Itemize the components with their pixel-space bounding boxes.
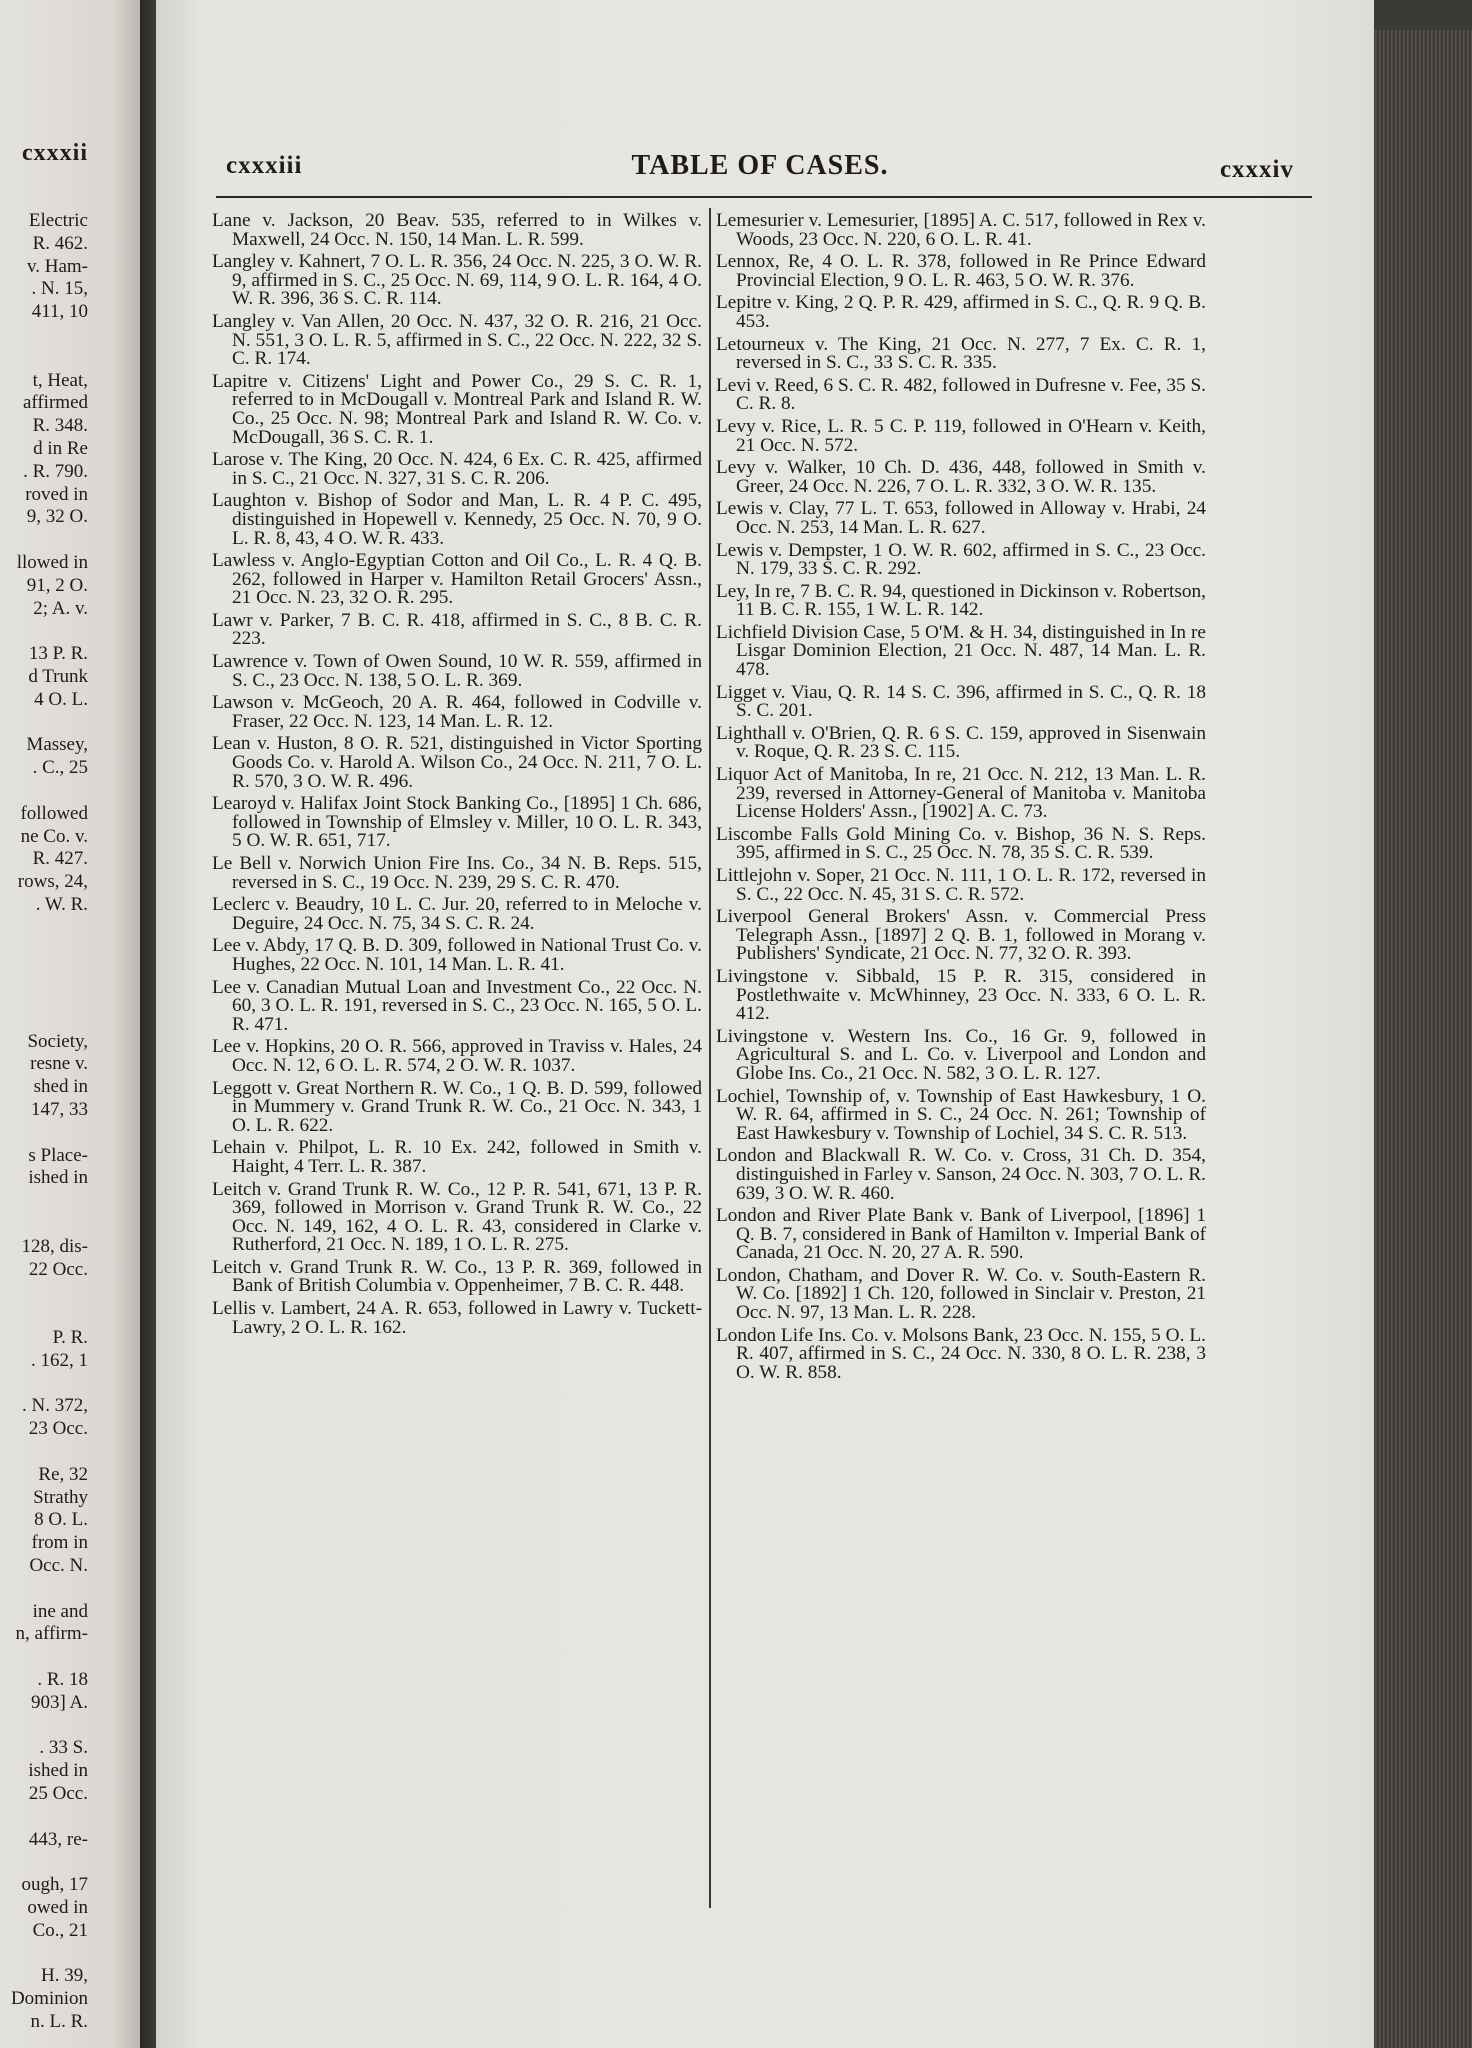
previous-page-line: Massey, — [26, 734, 88, 756]
previous-page-line — [0, 985, 88, 1008]
previous-page-line — [0, 1578, 88, 1601]
left-column — [212, 212, 702, 1341]
case-entry: Lane v. Jackson, 20 Beav. 535, referred to in Wilkes v. Maxwell, 24 Occ. N. 150, 14 Man. L. R. 599. — [212, 210, 702, 250]
previous-page-line: roved in — [25, 483, 88, 505]
previous-page-line — [0, 1122, 88, 1145]
previous-page-line: . N. 15, — [31, 278, 88, 300]
previous-page-line: P. R. — [52, 1327, 88, 1349]
previous-page-folio: cxxxii — [22, 140, 88, 166]
previous-page-line: Strathy — [33, 1486, 88, 1508]
previous-page-line: Occ. N. — [29, 1555, 88, 1577]
case-entry: Lennox, Re, 4 O. L. R. 378, followed in Re Prince Edward Provincial Election, 9 O. L. R. 463, 5 O. W. R. 376. — [716, 251, 1206, 291]
previous-page-line: 411, 10 — [31, 301, 88, 323]
previous-page-line: ished in — [28, 1760, 88, 1782]
page-title: TABLE OF CASES. — [631, 150, 889, 181]
previous-page-line: Re, 32 — [38, 1463, 88, 1485]
previous-page-line: t, Heat, — [32, 369, 88, 391]
case-entry: Lellis v. Lambert, 24 A. R. 653, followed in Lawry v. Tuckett-Lawry, 2 O. L. R. 162. — [212, 1298, 702, 1338]
right-column — [716, 212, 1206, 1386]
case-entry: Levy v. Walker, 10 Ch. D. 436, 448, followed in Smith v. Greer, 24 Occ. N. 226, 7 O. L. R. 332, 3 O. W. R. 135. — [716, 457, 1206, 497]
case-entry: London Life Ins. Co. v. Molsons Bank, 23 Occ. N. 155, 5 O. L. R. 407, affirmed in S. C., 24 Occ. N. 330, 8 O. L. R. 238, 3 O. W. R. 858. — [716, 1324, 1206, 1383]
previous-page-line: s Place- — [28, 1144, 88, 1166]
case-entry: Leitch v. Grand Trunk R. W. Co., 13 P. R. 369, followed in Bank of British Columbia v. Oppenheimer, 7 B. C. R. 448. — [212, 1256, 702, 1297]
header-rule — [216, 196, 1312, 198]
previous-page-line: 9, 32 O. — [26, 506, 88, 528]
previous-page-line — [0, 962, 88, 985]
previous-page-line — [0, 1943, 88, 1966]
case-entry: Lawless v. Anglo-Egyptian Cotton and Oil Co., L. R. 4 Q. B. 262, followed in Harper v. Hamilton Retail Grocers' Assn., 21 Occ. N. 23, 32 O. R. 295. — [212, 550, 702, 609]
case-entry: London and Blackwall R. W. Co. v. Cross, 31 Ch. D. 354, distinguished in Farley v. Sanson, 24 Occ. N. 303, 7 O. L. R. 639, 3 O. W. R. 460. — [716, 1145, 1206, 1204]
case-entry: Livingstone v. Sibbald, 15 P. R. 315, considered in Postlethwaite v. McWhinney, 23 Occ. N. 333, 6 O. L. R. 412. — [716, 965, 1206, 1025]
case-entry: Levi v. Reed, 6 S. C. R. 482, followed in Dufresne v. Fee, 35 S. C. R. 8. — [716, 374, 1206, 415]
case-entry: Lochiel, Township of, v. Township of East Hawkesbury, 1 O. W. R. 64, affirmed in S. C., 24 Occ. N. 261; Township of East Hawkesbury v. Township of Lochiel, 34 S. C. R. 513. — [716, 1085, 1206, 1144]
left-folio: cxxxiii — [226, 152, 303, 179]
previous-page-line: H. 39, — [41, 1965, 88, 1987]
previous-page-text — [0, 210, 88, 2034]
previous-page-line: ough, 17 — [21, 1874, 88, 1896]
case-entry: Lichfield Division Case, 5 O'M. & H. 34, distinguished in In re Lisgar Dominion Election, 21 Occ. N. 487, 14 Man. L. R. 478. — [716, 621, 1206, 681]
case-entry: Le Bell v. Norwich Union Fire Ins. Co., 34 N. B. Reps. 515, reversed in S. C., 19 Occ. N. 239, 29 S. C. R. 470. — [212, 853, 702, 893]
previous-page-line: d Trunk — [28, 665, 88, 687]
previous-page-line — [0, 780, 88, 803]
previous-page-line: . R. 18 — [37, 1669, 88, 1690]
case-entry: Lee v. Canadian Mutual Loan and Investment Co., 22 Occ. N. 60, 3 O. L. R. 191, reversed in S. C., 23 Occ. N. 165, 5 O. L. R. 471. — [212, 976, 702, 1035]
case-entry: Lee v. Abdy, 17 Q. B. D. 309, followed in National Trust Co. v. Hughes, 22 Occ. N. 101, 14 Man. L. R. 41. — [212, 935, 702, 975]
previous-page-line: ine and — [32, 1600, 88, 1622]
previous-page-line: 23 Occ. — [28, 1418, 88, 1440]
previous-page-line — [0, 1281, 88, 1304]
page-stack-edge — [1374, 30, 1472, 2048]
previous-page-line: 147, 33 — [31, 1099, 88, 1121]
previous-page-line: . C., 25 — [32, 757, 88, 779]
case-entry: Lapitre v. Citizens' Light and Power Co., 29 S. C. R. 1, referred to in McDougall v. Montreal Park and Island R. W. Co., 25 Occ. N. 98; Montreal Park and Island R. W. Co. v. McDougall, 36 S. C. R. 1. — [212, 370, 702, 448]
previous-page-line: n. L. R. — [30, 2010, 88, 2032]
previous-page-line: ished in — [28, 1167, 88, 1189]
case-entry: Lewis v. Dempster, 1 O. W. R. 602, affirmed in S. C., 23 Occ. N. 179, 33 S. C. R. 292. — [716, 539, 1206, 580]
previous-page-line: shed in — [33, 1076, 88, 1098]
previous-page-line: 903] A. — [31, 1691, 88, 1713]
previous-page-line — [0, 1851, 88, 1874]
previous-page-line — [0, 1190, 88, 1213]
right-folio: cxxxiv — [1219, 156, 1294, 183]
previous-page-line: ne Co. v. — [20, 825, 88, 847]
previous-page-line — [0, 1646, 88, 1669]
page — [156, 0, 1374, 2048]
case-entry: Learoyd v. Halifax Joint Stock Banking Co., [1895] 1 Ch. 686, followed in Township of Elmsley v. Miller, 10 O. L. R. 343, 5 O. W. R. 651, 717. — [212, 793, 702, 852]
case-entry: Langley v. Kahnert, 7 O. L. R. 356, 24 Occ. N. 225, 3 O. W. R. 9, affirmed in S. C., 25 Occ. N. 69, 114, 9 O. L. R. 164, 4 O. W. R. 396, 36 S. C. R. 114. — [212, 251, 702, 310]
case-entry: Leitch v. Grand Trunk R. W. Co., 12 P. R. 541, 671, 13 P. R. 369, followed in Morrison v. Grand Trunk R. W. Co., 22 Occ. N. 149, 162, 4 O. L. R. 43, considered in Clarke v. Rutherford, 21 Occ. N. 189, 1 O. L. R. 275. — [212, 1178, 702, 1256]
previous-page-line: . 162, 1 — [31, 1349, 88, 1371]
case-entry: Lehain v. Philpot, L. R. 10 Ex. 242, followed in Smith v. Haight, 4 Terr. L. R. 387. — [212, 1137, 702, 1177]
previous-page-line — [0, 1373, 88, 1396]
case-entry: Laughton v. Bishop of Sodor and Man, L. R. 4 P. C. 495, distinguished in Hopewell v. Kennedy, 25 Occ. N. 70, 9 O. L. R. 8, 43, 4 O. W. R. 433. — [212, 490, 702, 549]
previous-page-line: llowed in — [16, 551, 88, 573]
case-entry: Liquor Act of Manitoba, In re, 21 Occ. N. 212, 13 Man. L. R. 239, reversed in Attorney-General of Manitoba v. Manitoba License Holders' Assn., [1902] A. C. 73. — [716, 764, 1206, 823]
previous-page-line — [0, 712, 88, 735]
previous-page-line: R. 427. — [32, 848, 88, 870]
previous-page-line: Co., 21 — [32, 1919, 88, 1941]
previous-page-line: R. 462. — [32, 232, 88, 254]
case-entry: Larose v. The King, 20 Occ. N. 424, 6 Ex. C. R. 425, affirmed in S. C., 21 Occ. N. 327, 31 S. C. R. 206. — [212, 449, 702, 489]
case-entry: Ligget v. Viau, Q. R. 14 S. C. 396, affirmed in S. C., Q. R. 18 S. C. 201. — [716, 681, 1206, 722]
running-header — [226, 152, 1294, 192]
previous-page-line — [0, 620, 88, 643]
previous-page-line: Electric — [28, 210, 88, 231]
previous-page-line — [0, 1304, 88, 1327]
previous-page-line: followed — [20, 802, 88, 824]
previous-page-line: 22 Occ. — [28, 1258, 88, 1280]
previous-page-line: 443, re- — [28, 1828, 88, 1850]
case-entry: Lawrence v. Town of Owen Sound, 10 W. R. 559, affirmed in S. C., 23 Occ. N. 138, 5 O. L. R. 369. — [212, 651, 702, 691]
previous-page-line: resne v. — [30, 1053, 88, 1075]
case-entry: Lewis v. Clay, 77 L. T. 653, followed in Alloway v. Hrabi, 24 Occ. N. 253, 14 Man. L. R. 627. — [716, 498, 1206, 538]
case-entry: Livingstone v. Western Ins. Co., 16 Gr. 9, followed in Agricultural S. and L. Co. v. Liverpool and London and Globe Ins. Co., 21 Occ. N. 582, 3 O. L. R. 127. — [716, 1025, 1206, 1084]
case-entry: Lemesurier v. Lemesurier, [1895] A. C. 517, followed in Rex v. Woods, 23 Occ. N. 220, 6 O. L. R. 41. — [716, 210, 1206, 250]
book-gutter — [140, 0, 156, 2048]
previous-page-line: 4 O. L. — [34, 688, 88, 710]
case-entry: Leggott v. Great Northern R. W. Co., 1 Q. B. D. 599, followed in Mummery v. Grand Trunk R. W. Co., 21 Occ. N. 343, 1 O. L. R. 622. — [212, 1077, 702, 1136]
previous-page-strip — [0, 0, 140, 2048]
case-entry: Lee v. Hopkins, 20 O. R. 566, approved in Traviss v. Hales, 24 Occ. N. 12, 6 O. L. R. 574, 2 O. W. R. 1037. — [212, 1036, 702, 1076]
previous-page-line — [0, 1806, 88, 1829]
previous-page-line: from in — [31, 1532, 88, 1554]
previous-page-line — [0, 1441, 88, 1464]
previous-page-line: v. Ham- — [26, 255, 88, 277]
previous-page-line: Dominion — [10, 1988, 88, 2010]
case-entry: Letourneux v. The King, 21 Occ. N. 277, 7 Ex. C. R. 1, reversed in S. C., 33 S. C. R. 335. — [716, 333, 1206, 374]
case-entry: London, Chatham, and Dover R. W. Co. v. South-Eastern R. W. Co. [1892] 1 Ch. 120, followed in Sinclair v. Preston, 21 Occ. N. 97, 13 Man. L. R. 228. — [716, 1264, 1206, 1324]
previous-page-line: . R. 790. — [23, 460, 88, 482]
previous-page-line — [0, 324, 88, 347]
previous-page-line: affirmed — [22, 392, 88, 414]
previous-page-line — [0, 940, 88, 963]
previous-page-line: 8 O. L. — [34, 1509, 88, 1531]
page-edge-top — [1374, 0, 1472, 30]
case-entry: Lepitre v. King, 2 Q. P. R. 429, affirmed in S. C., Q. R. 9 Q. B. 453. — [716, 292, 1206, 332]
case-entry: Littlejohn v. Soper, 21 Occ. N. 111, 1 O. L. R. 172, reversed in S. C., 22 Occ. N. 45, 31 S. C. R. 572. — [716, 865, 1206, 905]
previous-page-line: owed in — [27, 1896, 88, 1918]
case-entry: Liscombe Falls Gold Mining Co. v. Bishop, 36 N. S. Reps. 395, affirmed in S. C., 25 Occ. N. 78, 35 S. C. R. 539. — [716, 823, 1206, 864]
previous-page-line: . W. R. — [35, 893, 88, 915]
previous-page-line: . 33 S. — [39, 1737, 88, 1759]
previous-page-line — [0, 1213, 88, 1236]
previous-page-line — [0, 347, 88, 370]
previous-page-line: d in Re — [33, 437, 88, 459]
previous-page-line: n, affirm- — [15, 1623, 88, 1645]
case-entry: Lawr v. Parker, 7 B. C. R. 418, affirmed in S. C., 8 B. C. R. 223. — [212, 609, 702, 650]
previous-page-line — [0, 529, 88, 552]
previous-page-line: R. 348. — [32, 415, 88, 437]
case-entry: Lighthall v. O'Brien, Q. R. 6 S. C. 159, approved in Sisenwain v. Roque, Q. R. 23 S. C. 115. — [716, 722, 1206, 763]
previous-page-line — [0, 917, 88, 940]
previous-page-line: 13 P. R. — [28, 643, 88, 665]
previous-page-line — [0, 1008, 88, 1031]
previous-page-line: rows, 24, — [17, 871, 88, 893]
case-entry: Liverpool General Brokers' Assn. v. Commercial Press Telegraph Assn., [1897] 2 Q. B. 1, followed in Morang v. Publishers' Syndicate, 21 Occ. N. 77, 32 O. R. 393. — [716, 906, 1206, 965]
previous-page-line — [0, 1715, 88, 1738]
previous-page-line: 91, 2 O. — [26, 574, 88, 596]
case-entry: Lawson v. McGeoch, 20 A. R. 464, followed in Codville v. Fraser, 22 Occ. N. 123, 14 Man. L. R. 12. — [212, 692, 702, 732]
case-entry: Levy v. Rice, L. R. 5 C. P. 119, followed in O'Hearn v. Keith, 21 Occ. N. 572. — [716, 415, 1206, 456]
column-divider — [709, 208, 711, 1908]
previous-page-line: 25 Occ. — [28, 1782, 88, 1804]
case-entry: London and River Plate Bank v. Bank of Liverpool, [1896] 1 Q. B. 7, considered in Bank of Hamilton v. Imperial Bank of Canada, 21 Occ. N. 20, 27 A. R. 590. — [716, 1205, 1206, 1264]
case-entry: Leclerc v. Beaudry, 10 L. C. Jur. 20, referred to in Meloche v. Deguire, 24 Occ. N. 75, 34 S. C. R. 24. — [212, 894, 702, 934]
previous-page-line: 128, dis- — [21, 1235, 88, 1257]
previous-page-line: Society, — [27, 1030, 88, 1052]
previous-page-line: . N. 372, — [22, 1395, 88, 1417]
case-entry: Ley, In re, 7 B. C. R. 94, questioned in Dickinson v. Robertson, 11 B. C. R. 155, 1 W. L. R. 142. — [716, 580, 1206, 621]
previous-page-line: 2; A. v. — [33, 597, 88, 619]
case-entry: Lean v. Huston, 8 O. R. 521, distinguished in Victor Sporting Goods Co. v. Harold A. Wilson Co., 24 Occ. N. 211, 7 O. L. R. 570, 3 O. W. R. 496. — [212, 733, 702, 792]
case-entry: Langley v. Van Allen, 20 Occ. N. 437, 32 O. R. 216, 21 Occ. N. 551, 3 O. L. R. 5, affirmed in S. C., 22 Occ. N. 222, 32 S. C. R. 174. — [212, 310, 702, 370]
